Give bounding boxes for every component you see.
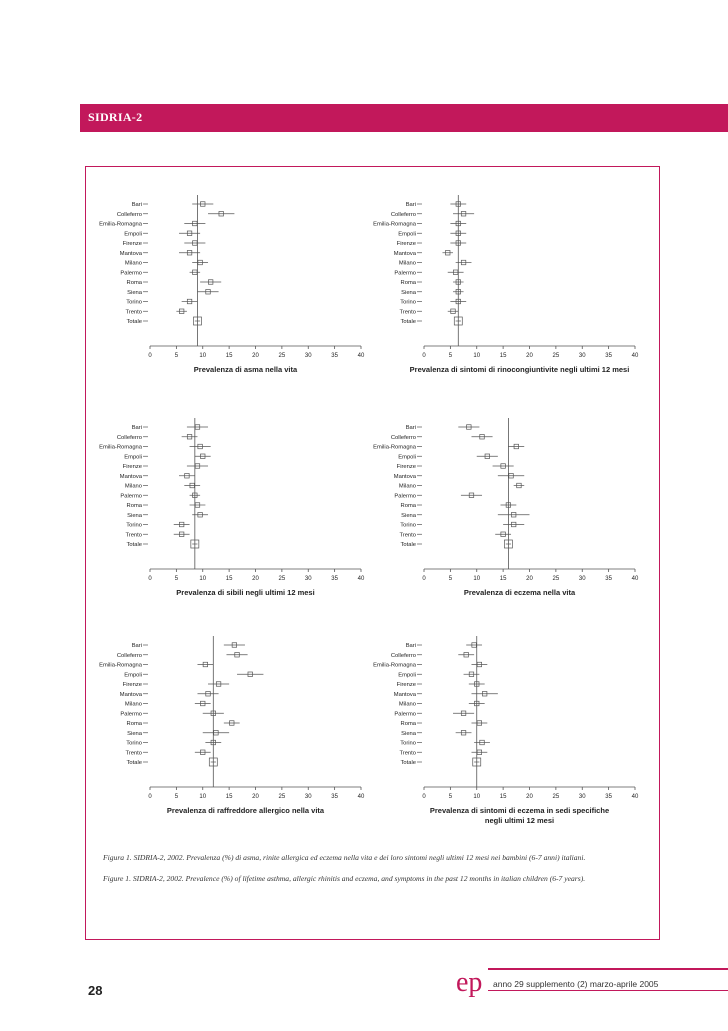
category-label: Bari xyxy=(405,202,416,208)
category-label: Bari xyxy=(131,202,142,208)
category-label: Palermo xyxy=(120,270,142,277)
category-label: Mantova xyxy=(119,473,142,480)
category-label: Empoli xyxy=(124,231,142,238)
x-tick-label: 40 xyxy=(357,576,365,582)
category-label: Mantova xyxy=(119,691,142,698)
category-label: Siena xyxy=(401,730,416,737)
x-tick-label: 30 xyxy=(304,353,312,359)
category-label: Mantova xyxy=(393,250,416,257)
x-tick-label: 0 xyxy=(422,576,426,582)
category-label: Mantova xyxy=(393,473,416,480)
x-tick-label: 25 xyxy=(278,794,286,800)
category-label: Milano xyxy=(398,260,416,267)
x-tick-label: 30 xyxy=(304,794,312,800)
chart-title: Prevalenza di sibili negli ultimi 12 mesi xyxy=(176,588,315,597)
category-label: Emilia-Romagna xyxy=(99,444,142,451)
chart-title-line2: negli ultimi 12 mesi xyxy=(484,816,555,825)
category-label: Totale xyxy=(126,542,142,548)
x-tick-label: 30 xyxy=(578,576,586,582)
category-label: Firenze xyxy=(396,682,416,688)
category-label: Torino xyxy=(400,522,416,529)
chart-title: Prevalenza di raffreddore allergico nella vita xyxy=(166,806,325,815)
x-tick-label: 20 xyxy=(526,576,533,582)
x-tick-label: 20 xyxy=(526,353,533,359)
category-label: Bari xyxy=(131,425,142,431)
category-label: Empoli xyxy=(124,672,142,679)
x-tick-label: 30 xyxy=(578,794,586,800)
category-label: Totale xyxy=(400,319,416,325)
category-label: Bari xyxy=(405,425,416,431)
page-number: 28 xyxy=(88,983,103,998)
category-label: Firenze xyxy=(122,464,142,470)
x-tick-label: 15 xyxy=(225,353,233,359)
x-tick-label: 25 xyxy=(552,576,560,582)
x-tick-label: 20 xyxy=(252,576,259,582)
category-label: Milano xyxy=(124,483,142,490)
x-tick-label: 40 xyxy=(631,794,639,800)
category-label: Milano xyxy=(398,483,416,490)
category-label: Palermo xyxy=(394,270,416,277)
category-label: Siena xyxy=(401,289,416,296)
x-tick-label: 15 xyxy=(225,794,233,800)
chart-title: Prevalenza di sintomi di eczema in sedi specifiche xyxy=(429,806,610,815)
category-label: Trento xyxy=(125,750,142,757)
x-tick-label: 0 xyxy=(148,794,152,800)
category-label: Firenze xyxy=(122,241,142,247)
x-tick-label: 30 xyxy=(304,576,312,582)
x-tick-label: 5 xyxy=(174,353,179,359)
category-label: Trento xyxy=(399,750,416,757)
category-label: Colleferro xyxy=(116,652,142,659)
x-tick-label: 30 xyxy=(578,353,586,359)
x-tick-label: 40 xyxy=(357,353,365,359)
x-tick-label: 35 xyxy=(605,794,612,800)
category-label: Trento xyxy=(399,532,416,539)
x-tick-label: 20 xyxy=(252,794,259,800)
category-label: Trento xyxy=(399,309,416,316)
category-label: Colleferro xyxy=(116,211,142,218)
x-tick-label: 35 xyxy=(605,576,612,582)
x-tick-label: 25 xyxy=(278,353,286,359)
category-label: Roma xyxy=(126,721,142,727)
x-tick-label: 5 xyxy=(448,353,453,359)
x-tick-label: 0 xyxy=(148,576,152,582)
category-label: Mantova xyxy=(119,250,142,257)
category-label: Bari xyxy=(131,643,142,649)
category-label: Torino xyxy=(400,740,416,747)
journal-info: anno 29 supplemento (2) marzo-aprile 2005 xyxy=(493,979,659,989)
x-tick-label: 40 xyxy=(631,353,639,359)
category-label: Colleferro xyxy=(390,211,416,218)
x-tick-label: 20 xyxy=(252,353,259,359)
forest-plot-2 xyxy=(364,195,664,375)
category-label: Emilia-Romagna xyxy=(99,221,142,228)
category-label: Emilia-Romagna xyxy=(99,662,142,669)
category-label: Siena xyxy=(127,289,142,296)
x-tick-label: 35 xyxy=(331,353,338,359)
category-label: Torino xyxy=(126,740,142,747)
category-label: Siena xyxy=(127,512,142,519)
category-label: Bari xyxy=(405,643,416,649)
category-label: Empoli xyxy=(398,454,416,461)
category-label: Milano xyxy=(124,260,142,267)
forest-plot-6 xyxy=(364,636,664,826)
ep-logo: ep xyxy=(456,967,483,998)
category-label: Roma xyxy=(126,503,142,509)
category-label: Empoli xyxy=(124,454,142,461)
category-label: Palermo xyxy=(394,711,416,718)
footer-rule xyxy=(488,968,728,970)
category-label: Firenze xyxy=(396,241,416,247)
forest-plot-4 xyxy=(364,418,664,598)
category-label: Emilia-Romagna xyxy=(373,662,416,669)
section-header-label: SIDRIA-2 xyxy=(88,110,143,124)
category-label: Colleferro xyxy=(116,434,142,441)
category-label: Totale xyxy=(400,760,416,766)
x-tick-label: 10 xyxy=(199,576,207,582)
category-label: Torino xyxy=(126,522,142,529)
section-header-bar xyxy=(80,104,728,132)
x-tick-label: 0 xyxy=(422,353,426,359)
category-label: Milano xyxy=(398,701,416,708)
footer-rule-bottom xyxy=(488,990,728,991)
category-label: Totale xyxy=(400,542,416,548)
category-label: Roma xyxy=(400,721,416,727)
chart-title: Prevalenza di eczema nella vita xyxy=(463,588,576,597)
x-tick-label: 40 xyxy=(631,576,639,582)
category-label: Roma xyxy=(126,280,142,286)
category-label: Mantova xyxy=(393,691,416,698)
forest-plot-3 xyxy=(90,418,380,598)
category-label: Palermo xyxy=(120,493,142,500)
category-label: Roma xyxy=(400,503,416,509)
category-label: Trento xyxy=(125,532,142,539)
category-label: Emilia-Romagna xyxy=(373,221,416,228)
category-label: Totale xyxy=(126,760,142,766)
x-tick-label: 5 xyxy=(448,576,453,582)
x-tick-label: 25 xyxy=(552,794,560,800)
x-tick-label: 5 xyxy=(174,576,179,582)
x-tick-label: 5 xyxy=(174,794,179,800)
x-tick-label: 15 xyxy=(499,794,507,800)
category-label: Torino xyxy=(400,299,416,306)
x-tick-label: 20 xyxy=(526,794,533,800)
category-label: Palermo xyxy=(120,711,142,718)
x-tick-label: 10 xyxy=(199,794,207,800)
caption-italian: Figura 1. SIDRIA-2, 2002. Prevalenza (%) di asma, rinite allergica ed eczema nella vita e dei loro sintomi negli ultimi 12 mesi nei bambini (6-7 anni) italiani. xyxy=(103,853,586,862)
category-label: Siena xyxy=(401,512,416,519)
x-tick-label: 25 xyxy=(552,353,560,359)
forest-plot-5 xyxy=(90,636,380,826)
category-label: Roma xyxy=(400,280,416,286)
x-tick-label: 40 xyxy=(357,794,365,800)
x-tick-label: 25 xyxy=(278,576,286,582)
x-tick-label: 15 xyxy=(499,576,507,582)
category-label: Siena xyxy=(127,730,142,737)
chart-title: Prevalenza di asma nella vita xyxy=(193,365,298,374)
x-tick-label: 10 xyxy=(473,353,481,359)
category-label: Colleferro xyxy=(390,652,416,659)
category-label: Colleferro xyxy=(390,434,416,441)
category-label: Milano xyxy=(124,701,142,708)
x-tick-label: 5 xyxy=(448,794,453,800)
category-label: Totale xyxy=(126,319,142,325)
caption-english: Figure 1. SIDRIA-2, 2002. Prevalence (%) of lifetime asthma, allergic rhinitis and eczema, and symptoms in the past 12 months in italian children (6-7 years). xyxy=(103,874,586,883)
category-label: Palermo xyxy=(394,493,416,500)
category-label: Trento xyxy=(125,309,142,316)
category-label: Firenze xyxy=(396,464,416,470)
x-tick-label: 10 xyxy=(473,576,481,582)
x-tick-label: 15 xyxy=(499,353,507,359)
x-tick-label: 0 xyxy=(148,353,152,359)
x-tick-label: 35 xyxy=(605,353,612,359)
category-label: Firenze xyxy=(122,682,142,688)
x-tick-label: 35 xyxy=(331,794,338,800)
x-tick-label: 10 xyxy=(199,353,207,359)
category-label: Emilia-Romagna xyxy=(373,444,416,451)
forest-plot-1 xyxy=(90,195,380,375)
category-label: Empoli xyxy=(398,672,416,679)
category-label: Torino xyxy=(126,299,142,306)
x-tick-label: 35 xyxy=(331,576,338,582)
x-tick-label: 10 xyxy=(473,794,481,800)
category-label: Empoli xyxy=(398,231,416,238)
chart-title: Prevalenza di sintomi di rinocongiuntivite negli ultimi 12 mesi xyxy=(409,365,630,374)
x-tick-label: 0 xyxy=(422,794,426,800)
x-tick-label: 15 xyxy=(225,576,233,582)
